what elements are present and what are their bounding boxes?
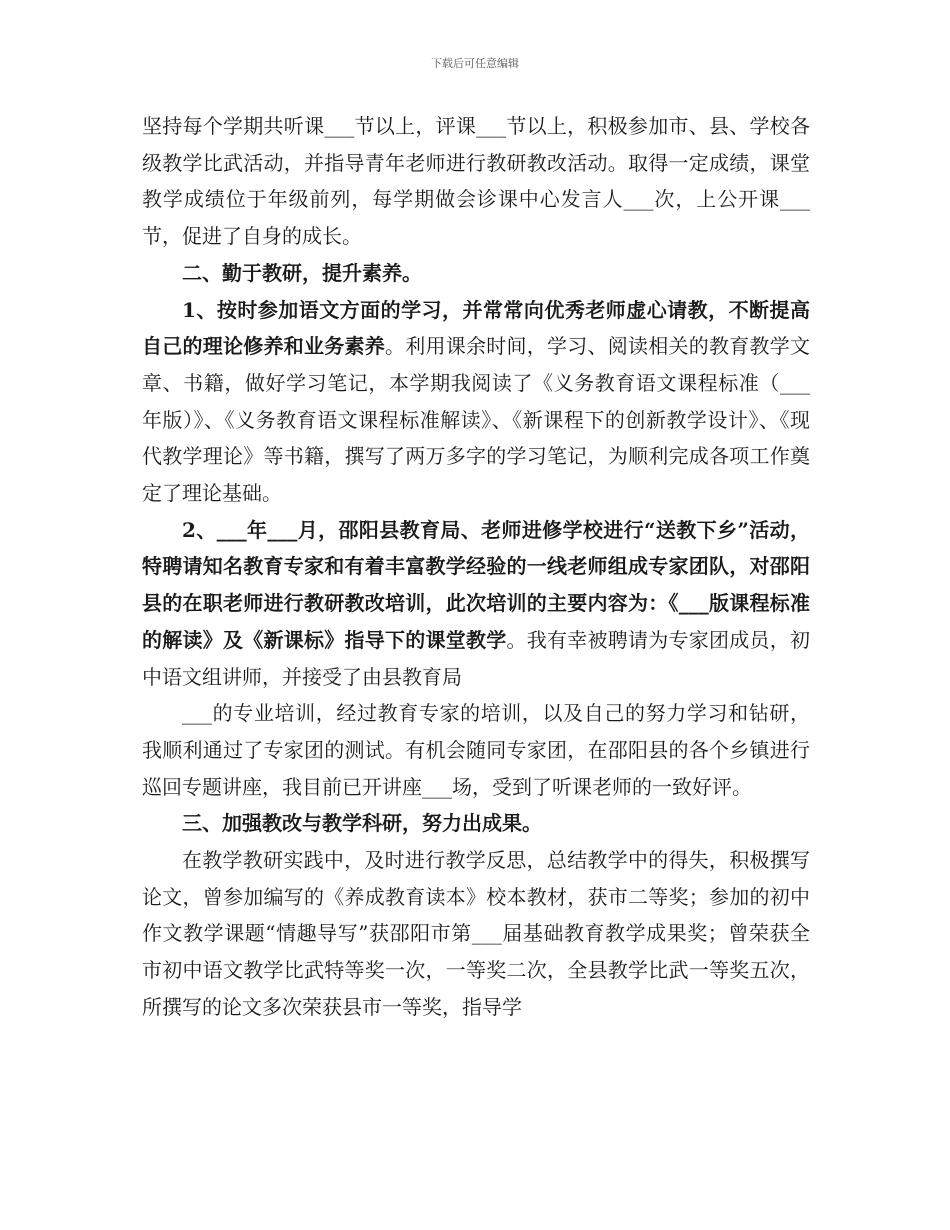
paragraph-2-rest: 。利用课余时间，学习、阅读相关的教育教学文章、书籍，做好学习笔记，本学期我阅读了《义务教育语文课程标准（___年版）》、《义务教育语文课程标准解读》、《新课程下的创新教学设计》、《现代教学理论》等书籍，撰写了两万多字的学习笔记，为顺利完成各项工作奠定了理论基础。: [142, 334, 810, 506]
paragraph-3-rest: 。我有幸被聘请为专家团成员，初中语文组讲师，并接受了由县教育局: [142, 627, 810, 689]
paragraph-3-bold: 2、___年___月，邵阳县教育局、老师进修学校进行“送教下乡”活动，特聘请知名教育专家和有着丰富教学经验的一线老师组成专家团队，对邵阳县的在职老师进行教研教改培训，此次培训的主要内容为：《___版课程标准的解读》及《新课标》指导下的课堂教学: [142, 517, 810, 652]
section-heading-2: 二、勤于教研，提升素养。: [182, 260, 422, 285]
section-heading-3: 三、加强教改与教学科研，努力出成果。: [182, 811, 542, 836]
paragraph-1: 坚持每个学期共听课___节以上，评课___节以上，积极参加市、县、学校各级教学比武活动，并指导青年老师进行教研教改活动。取得一定成绩，课堂教学成绩位于年级前列，每学期做会诊课中心发言人___次，上公开课___节，促进了自身的成长。: [142, 114, 810, 249]
paragraph-2: [142, 292, 810, 512]
paragraph-4: ___的专业培训，经过教育专家的培训，以及自己的努力学习和钻研，我顺利通过了专家团的测试。有机会随同专家团，在邵阳县的各个乡镇进行巡回专题讲座，我目前已开讲座___场，受到了听课老师的一致好评。: [142, 701, 810, 799]
page-header: 下载后可任意编辑: [431, 57, 519, 70]
document-body: [142, 108, 810, 1026]
paragraph-3: [142, 512, 810, 696]
paragraph-5: 在教学教研实践中，及时进行教学反思，总结教学中的得失，积极撰写论文，曾参加编写的《养成教育读本》校本教材，获市二等奖；参加的初中作文教学课题“情趣导写”获邵阳市第___届基础教育教学成果奖；曾荣获全市初中语文教学比武特等奖一次，一等奖二次，全县教学比武一等奖五次，所撰写的论文多次荣获县市一等奖，指导学: [142, 848, 810, 1019]
paragraph-2-bold: 1、按时参加语文方面的学习，并常常向优秀老师虚心请教，不断提高自己的理论修养和业务素养: [142, 297, 810, 359]
